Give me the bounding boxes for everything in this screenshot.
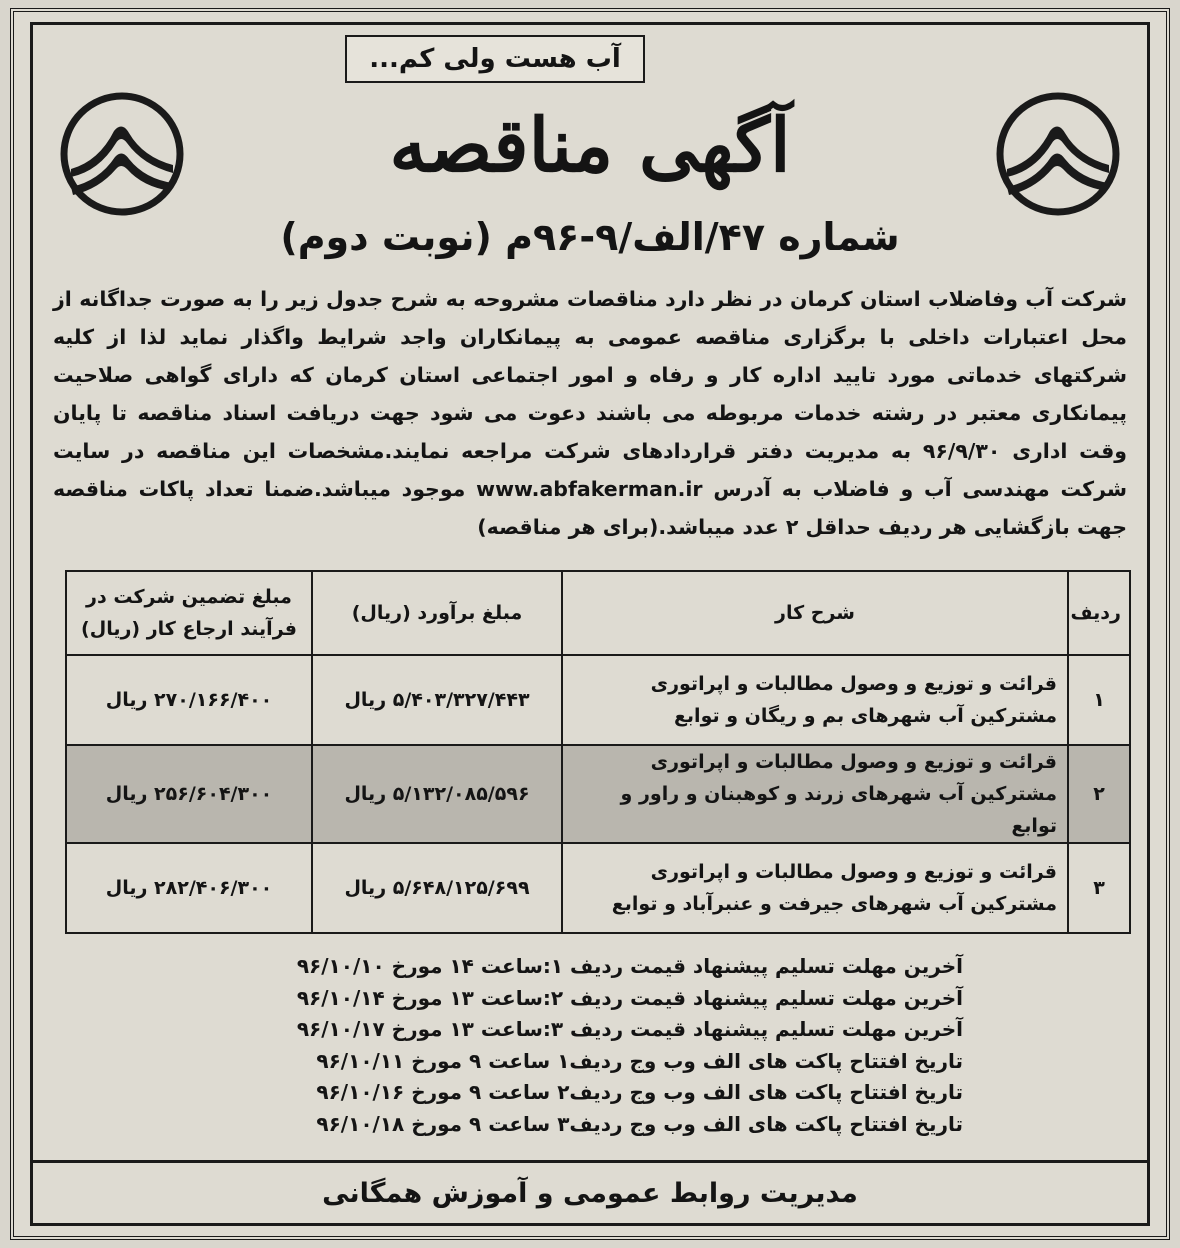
row-desc-line: مشترکین آب شهرهای جیرفت و عنبرآباد و توابع — [611, 893, 1057, 915]
row-radif: ۳ — [1068, 843, 1130, 933]
table-header-row — [66, 571, 1130, 655]
deadline-line: آخرین مهلت تسلیم پیشنهاد قیمت ردیف ۳:ساعت ۱۳ مورخ ۹۶/۱۰/۱۷ — [296, 1017, 963, 1041]
deadline-line: تاریخ افتتاح پاکت های الف وب وج ردیف۲ ساعت ۹ مورخ ۹۶/۱۰/۱۶ — [316, 1080, 963, 1104]
footer-signature: مدیریت روابط عمومی و آموزش همگانی — [33, 1160, 1147, 1223]
deadline-line: تاریخ افتتاح پاکت های الف وب وج ردیف۳ ساعت ۹ مورخ ۹۶/۱۰/۱۸ — [316, 1111, 963, 1136]
deadline-line: تاریخ افتتاح پاکت های الف وب وج ردیف۱ ساعت ۹ مورخ ۹۶/۱۰/۱۱ — [316, 1048, 963, 1073]
water-company-logo-icon — [995, 91, 1121, 217]
row-guarantee: ۲۵۶/۶۰۴/۳۰۰ ریال — [66, 745, 312, 843]
notice-sheet — [10, 8, 1170, 1240]
header-desc: شرح کار — [562, 571, 1068, 655]
row-radif: ۱ — [1068, 655, 1130, 745]
row-desc-line: قرائت و توزیع و وصول مطالبات و اپراتوری — [650, 861, 1057, 883]
tender-table — [65, 570, 1131, 934]
row-desc — [562, 745, 1068, 843]
row-guarantee: ۲۸۲/۴۰۶/۳۰۰ ریال — [66, 843, 312, 933]
notice-body — [53, 280, 1127, 546]
body-text-part-2: موجود میباشد.ضمنا تعداد پاکات مناقصه جهت بازگشایی هر ردیف حداقل ۲ عدد میباشد.(برای هر مناقصه) — [53, 477, 1127, 539]
header-radif: ردیف — [1068, 571, 1130, 655]
slogan: آب هست ولی کم... — [345, 35, 645, 83]
deadline-line: آخرین مهلت تسلیم پیشنهاد قیمت ردیف ۱:ساعت ۱۴ مورخ ۹۶/۱۰/۱۰ — [296, 954, 963, 978]
row-desc-line: مشترکین آب شهرهای زرند و کوهبنان و راور و توابع — [620, 783, 1057, 837]
table-row — [66, 843, 1130, 933]
table-row — [66, 655, 1130, 745]
notice-title: آگهی مناقصه — [389, 103, 791, 189]
body-text-part-1: شرکت آب وفاضلاب استان کرمان در نظر دارد مناقصات مشروحه به شرح جدول زیر را به صورت جداگانه از محل اعتبارات داخلی با برگزاری مناقصه عمومی به پیمانکاران واجد شرایط واگذار نماید لذا از کلیه شرکتهای خدماتی مورد تایید اداره کار و رفاه و امور اجتماعی استان کرمان که دارای گواهی صلاحیت پیمانکاری معتبر در رشته خدمات مربوطه می باشند دعوت می شود جهت دریافت اسناد مناقصه تا پایان وقت اداری ۹۶/۹/۳۰ به مدیریت دفتر قراردادهای شرکت مراجعه نمایند.مشخصات این مناقصه در سایت شرکت مهندسی آب و فاضلاب به آدرس — [53, 287, 1128, 501]
row-estimate: ۵/۶۴۸/۱۲۵/۶۹۹ ریال — [312, 843, 562, 933]
row-radif: ۲ — [1068, 745, 1130, 843]
row-estimate: ۵/۱۳۲/۰۸۵/۵۹۶ ریال — [312, 745, 562, 843]
row-desc-line: قرائت و توزیع و وصول مطالبات و اپراتوری — [650, 751, 1057, 773]
row-estimate: ۵/۴۰۳/۳۲۷/۴۴۳ ریال — [312, 655, 562, 745]
row-desc-line: قرائت و توزیع و وصول مطالبات و اپراتوری — [650, 673, 1057, 695]
table-row — [66, 745, 1130, 843]
header-guarantee: مبلغ تضمین شرکت در فرآیند ارجاع کار (ریال) — [66, 571, 312, 655]
row-desc — [562, 655, 1068, 745]
row-desc — [562, 843, 1068, 933]
deadline-list — [213, 951, 963, 1140]
header-estimate: مبلغ برآورد (ریال) — [312, 571, 562, 655]
website-link[interactable]: www.abfakerman.ir — [476, 477, 703, 501]
notice-frame — [30, 22, 1150, 1226]
deadline-line: آخرین مهلت تسلیم پیشنهاد قیمت ردیف ۲:ساعت ۱۳ مورخ ۹۶/۱۰/۱۴ — [296, 985, 963, 1010]
water-company-logo-icon — [59, 91, 185, 217]
row-desc-line: مشترکین آب شهرهای بم و ریگان و توابع — [673, 705, 1057, 727]
row-guarantee: ۲۷۰/۱۶۶/۴۰۰ ریال — [66, 655, 312, 745]
notice-number: شماره ۴۷/الف/۹-۹۶م (نوبت دوم) — [280, 215, 900, 259]
